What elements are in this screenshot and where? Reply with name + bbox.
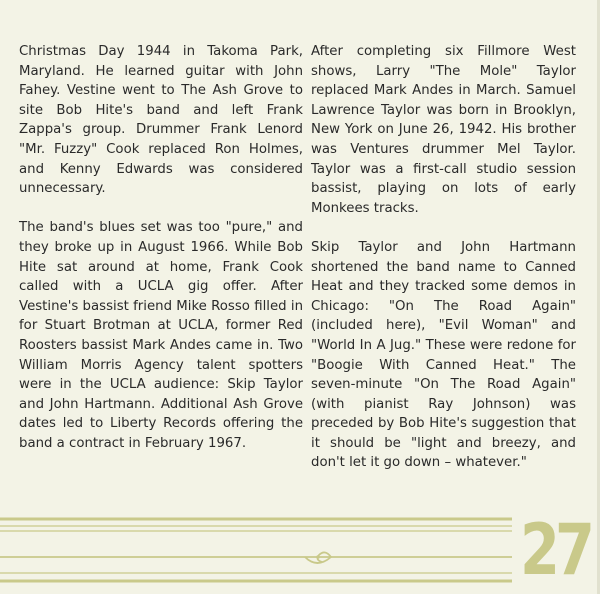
paragraph: Skip Taylor and John Hartmann shortened the band name to Canned Heat and they tracked some demos in Chicago: "On The Road Again" (included here), "Evil Woman" and "World In A Jug." These were redone for "Boogie With Canned Heat." The seven-minute "On The Road Again" (with pianist Ray Johnson) was preceded by Bob Hite's suggestion that it should be "light and breezy, and don't let it go down – whatever." [311,239,576,471]
right-column [311,42,576,493]
left-column [19,42,303,473]
paragraph: The band's blues set was too "pure," and they broke up in August 1966. While Bob Hite sat around at home, Frank Cook called with a UCLA gig offer. After Vestine's bassist friend Mike Rosso filled in for Stuart Brotman at UCLA, former Red Roosters bassist Mark Andes came in. Two William Morris Agency talent spotters were in the UCLA audience: Skip Taylor and John Hartmann. Additional Ash Grove dates led to Liberty Records offering the band a contract in February 1967. [19,220,303,451]
paragraph: After completing six Fillmore West shows, Larry "The Mole" Taylor replaced Mark Andes in March. Samuel Lawrence Taylor was born in Brooklyn, New York on June 26, 1942. His brother was Ventures drummer Mel Taylor. Taylor was a first-call studio session bassist, playing on lots of early Monkees tracks. [311,44,576,216]
paragraph: Christmas Day 1944 in Takoma Park, Maryland. He learned guitar with John Fahey. Vestine went to The Ash Grove to site Bob Hite's band and left Frank Zappa's group. Drummer Frank Lenord "Mr. Fuzzy" Cook replaced Ron Holmes, and Kenny Edwards was considered unnecessary. [19,44,303,197]
ornament-dot-icon [316,555,320,559]
page-number: 27 [520,509,591,591]
footer-ornament [0,505,600,594]
